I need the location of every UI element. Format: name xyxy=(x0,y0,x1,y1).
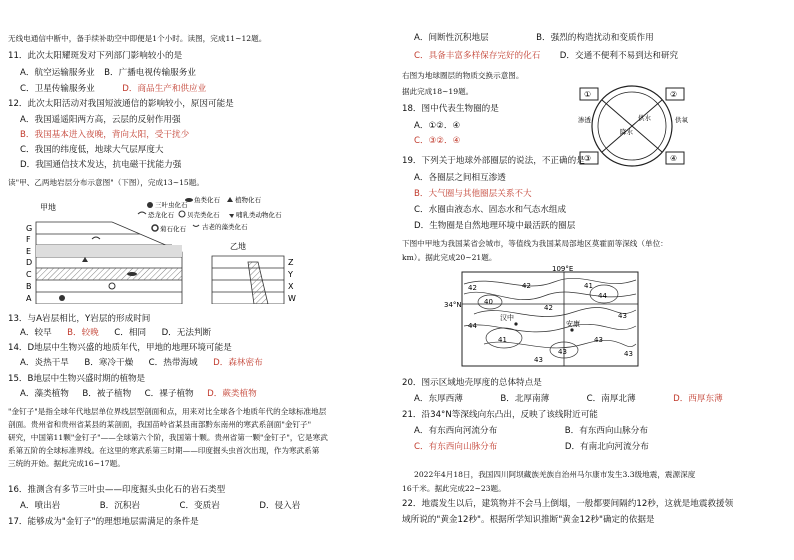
contour-value: 42 xyxy=(468,284,477,292)
q20-option-a[interactable]: A．东厚西薄 xyxy=(414,394,463,404)
q14-option-c[interactable]: C．热带海域 xyxy=(148,358,198,368)
q20-option-d[interactable]: D．西厚东薄 xyxy=(673,394,723,404)
q17-stem: 17．能够成为"金钉子"的理想地层需满足的条件是 xyxy=(8,517,199,527)
sphere-1: ① xyxy=(584,90,592,99)
layer-c: C xyxy=(26,270,32,279)
legend-trilobite: 三叶虫化石 xyxy=(155,201,188,209)
q12-option-c[interactable]: C．我国的纬度低，地球大气层厚度大 xyxy=(20,145,164,155)
q21-option-d[interactable]: D．有南北向河流分布 xyxy=(564,442,649,452)
city-marker xyxy=(514,322,517,325)
passage-line-4: 系第五阶的全球标准界线。在这里的寒武系第三时期——印度掘头虫首次出现，作为寒武系第 xyxy=(8,446,320,455)
moho-contour-map xyxy=(444,264,642,368)
q19-option-c[interactable]: C．水圈由液态水、固态水和气态水组成 xyxy=(414,205,567,215)
layer-y: Y xyxy=(288,270,293,279)
q15-option-d[interactable]: D．蕨类植物 xyxy=(207,389,257,399)
q20-option-c[interactable]: C．南厚北薄 xyxy=(586,394,636,404)
q16-option-a[interactable]: A．喷出岩 xyxy=(20,501,61,511)
q19-option-d[interactable]: D．生物圈是自然地理环境中最活跃的圈层 xyxy=(414,221,576,231)
layer-a: A xyxy=(26,294,32,303)
q15-option-c[interactable]: C．裸子植物 xyxy=(144,389,194,399)
q13-options xyxy=(20,328,211,339)
q12-option-a[interactable]: A．我国遥遥阳两方高，云层的反射作用强 xyxy=(20,115,181,125)
city-hanzhong: 汉中 xyxy=(500,314,514,322)
q16-option-d[interactable]: D．侵入岩 xyxy=(259,501,301,511)
q11-stem: 11．此次太阳耀斑发对下列部门影响较小的是 xyxy=(8,51,183,61)
contour-value: 44 xyxy=(468,322,477,330)
sphere-3: ③ xyxy=(584,154,592,163)
layer-b: B xyxy=(26,282,32,291)
contour-value: 40 xyxy=(484,298,493,306)
q22-stem-2: 域所说的"黄金12秒"。根据所学知识推断"黄金12秒"确定的依据是 xyxy=(402,515,655,525)
intro-text: 无线电通信中断中，备手续补助空中即便是1个小时。读图，完成11~12题。 xyxy=(8,34,267,43)
layer-d: D xyxy=(26,258,33,267)
contour-value: 44 xyxy=(598,292,607,300)
q21-option-a[interactable]: A．有东西向河流分布 xyxy=(414,426,498,436)
q19-option-b[interactable]: B．大气圈与其他圈层关系不大 xyxy=(414,189,532,199)
q11-options-cd xyxy=(20,84,206,95)
q12-stem: 12．此次太阳活动对我国短波通信的影响较小，原因可能是 xyxy=(8,99,234,109)
q11-option-b[interactable]: B．广播电视传输服务业 xyxy=(104,68,196,78)
q20-options xyxy=(414,394,723,405)
plant-icon xyxy=(227,197,233,202)
q15-stem: 15．B地层中生物兴盛时期的植物是 xyxy=(8,374,146,384)
q11-option-d[interactable]: D．商品生产和供应业 xyxy=(122,84,207,94)
ammonite-icon xyxy=(152,225,158,231)
q17-options-cd xyxy=(414,51,678,62)
map-lat-label: 34°N xyxy=(444,301,462,309)
q17-option-c[interactable]: C．具备丰富多样保存完好的化石 xyxy=(414,51,541,61)
q13-intro: 读"甲、乙两地岩层分布示意图"（下图），完成13~15题。 xyxy=(8,178,204,187)
legend-mammal: 哺乳类动物化石 xyxy=(236,211,282,219)
passage-line-2: 剖面。贵州省和贵州省某县的某剖面，我国苗岭省某县南部黔东南州的寒武系剖面"金钉子" xyxy=(8,420,312,429)
figure-legend xyxy=(138,195,282,233)
strata-jia xyxy=(36,222,182,304)
sphere-cycle-diagram xyxy=(572,78,692,174)
figure-title-yi: 乙地 xyxy=(230,242,246,251)
q15-option-b[interactable]: B．被子植物 xyxy=(82,389,132,399)
layer-w: W xyxy=(288,294,296,303)
q11-option-a[interactable]: A．航空运输服务业 xyxy=(20,68,95,78)
contour-value: 43 xyxy=(618,312,627,320)
q14-option-b[interactable]: B．寒冷干燥 xyxy=(84,358,134,368)
q19-option-a[interactable]: A．各圈层之间相互渗透 xyxy=(414,173,506,183)
contour-value: 43 xyxy=(558,348,567,356)
quake-intro-1: 2022年4月18日，我国四川阿坝藏族羌族自治州马尔康市发生3.3级地震，震源深度 xyxy=(414,470,696,479)
q21-options-cd xyxy=(414,442,649,453)
mammal-icon xyxy=(229,214,234,218)
passage-line-1: "金钉子"是指全球年代地层单位界线层型剖面和点，用来对比全球各个地质年代的全球标准地层 xyxy=(8,407,327,416)
legend-dinosaur: 恐龙化石 xyxy=(148,211,174,219)
strata-figure xyxy=(22,192,298,304)
q17-option-a[interactable]: A．间断性沉积地层 xyxy=(414,33,489,43)
q14-options xyxy=(20,358,263,369)
trilobite-icon xyxy=(147,202,153,208)
cycle-intro: 右图为地球圈层的物质交换示意图。 xyxy=(402,71,524,80)
dinosaur-icon xyxy=(138,212,146,214)
q15-option-a[interactable]: A．藻类植物 xyxy=(20,389,69,399)
map-intro-1: 下图中甲地为我国某省会城市，等值线为我国某局部地区莫霍面等深线（单位： xyxy=(402,239,668,248)
q22-stem-1: 22．地震发生以后，建筑物并不会马上倒塌，一般都要间隔约12秒，这就是地震救援领 xyxy=(402,499,734,509)
layer-x: X xyxy=(288,282,294,291)
cycle-note: 据此完成18~19题。 xyxy=(402,87,474,96)
sphere-2: ② xyxy=(670,90,678,99)
contour-value: 41 xyxy=(584,282,593,290)
q21-option-b[interactable]: B．有东西向山脉分布 xyxy=(564,426,648,436)
q13-option-b[interactable]: B．较晚 xyxy=(67,328,99,338)
q18-stem: 18．图中代表生物圈的是 xyxy=(402,104,499,114)
city-ankang: 安康 xyxy=(566,320,580,328)
q16-options xyxy=(20,501,300,512)
contour-value: 43 xyxy=(534,356,543,364)
legend-ammonite: 菊石化石 xyxy=(160,225,186,233)
label-oxy: 供氧 xyxy=(675,116,688,124)
layer-f: F xyxy=(26,235,31,244)
figure-title-jia: 甲地 xyxy=(40,203,56,212)
q14-stem: 14．D地层中生物兴盛的地质年代，甲地的地理环境可能是 xyxy=(8,343,232,353)
contour-value: 42 xyxy=(522,282,531,290)
legend-plant: 植物化石 xyxy=(235,196,261,204)
quake-intro-2: 16千米。据此完成22~23题。 xyxy=(402,484,506,493)
q21-options-ab xyxy=(414,426,648,437)
strata-yi xyxy=(212,256,284,304)
q21-stem: 21．沿34°N等深线向东凸出，反映了该线附近可能 xyxy=(402,410,598,420)
shell-icon xyxy=(179,211,185,217)
layer-z: Z xyxy=(288,258,294,267)
q21-option-c[interactable]: C．有东西向山脉分布 xyxy=(414,442,498,452)
label-seep: 渗透 xyxy=(578,116,591,124)
contour-value: 43 xyxy=(624,350,633,358)
q19-stem: 19．下列关于地球外部圈层的说法，不正确的是 xyxy=(402,156,585,166)
legend-fish: 鱼类化石 xyxy=(194,196,220,204)
q15-options xyxy=(20,389,257,400)
q11-options-ab xyxy=(20,68,196,79)
q16-option-b[interactable]: B．沉积岩 xyxy=(99,501,141,511)
q14-option-a[interactable]: A．炎热干旱 xyxy=(20,358,69,368)
q13-option-d[interactable]: D．无法判断 xyxy=(161,328,212,338)
q12-option-d[interactable]: D．我国通信技术发达，抗电磁干扰能力强 xyxy=(20,160,182,170)
q16-stem: 16．推测含有多节三叶虫——印度掘头虫化石的岩石类型 xyxy=(8,485,226,495)
q13-stem: 13．与A岩层相比，Y岩层的形成时间 xyxy=(8,314,151,324)
label-rain: 降水 xyxy=(620,128,633,136)
fish-icon xyxy=(127,272,137,276)
contour-value: 42 xyxy=(544,304,553,312)
layer-g: G xyxy=(26,224,33,233)
q20-stem: 20．图示区域地壳厚度的总体特点是 xyxy=(402,378,542,388)
contour-value: 41 xyxy=(498,336,507,344)
q13-option-c[interactable]: C．相同 xyxy=(114,328,147,338)
q20-option-b[interactable]: B．北厚南薄 xyxy=(500,394,550,404)
map-intro-2: km）。据此完成20~21题。 xyxy=(402,253,497,262)
layer-e: E xyxy=(26,247,32,256)
fish-icon xyxy=(185,198,193,202)
algae-icon xyxy=(193,225,199,227)
q17-option-d[interactable]: D．交通不便利不易到达和研究 xyxy=(559,51,679,61)
sphere-4: ④ xyxy=(670,154,678,163)
city-marker xyxy=(570,328,573,331)
q18-options-cd xyxy=(414,136,460,147)
label-supply: 供水 xyxy=(638,114,651,122)
q13-option-a[interactable]: A．较早 xyxy=(20,328,52,338)
legend-shell: 贝壳类化石 xyxy=(187,211,220,219)
passage-line-5: 三统的开始。据此完成16~17题。 xyxy=(8,459,125,468)
q14-option-d[interactable]: D．森林密布 xyxy=(213,358,263,368)
q18-option-c[interactable]: C．③②．④ xyxy=(414,136,461,146)
q17-options-ab xyxy=(414,33,654,44)
layers-left-labels xyxy=(26,224,32,303)
contour-value: 43 xyxy=(594,336,603,344)
q18-option-a[interactable]: A．①②．④ xyxy=(414,121,461,131)
legend-algae: 古老的藻类化石 xyxy=(202,223,248,231)
passage-line-3: 研究，中国第11颗"金钉子"——全球第六个阶，我国第十颗。贵州省第一颗"金钉子"，它是寒武 xyxy=(8,433,328,442)
trilobite-icon xyxy=(59,295,65,301)
q11-option-c[interactable]: C．卫星传输服务业 xyxy=(20,84,95,94)
q12-option-b[interactable]: B．我国基本进入夜晚，背向太阳，受干扰少 xyxy=(20,130,190,140)
q16-option-c[interactable]: C．变质岩 xyxy=(179,501,220,511)
q17-option-b[interactable]: B．强烈的构造扰动和变质作用 xyxy=(536,33,654,43)
map-lon-label: 109°E xyxy=(552,265,574,273)
q18-options-ab xyxy=(414,121,460,132)
layers-right-labels xyxy=(287,258,296,303)
